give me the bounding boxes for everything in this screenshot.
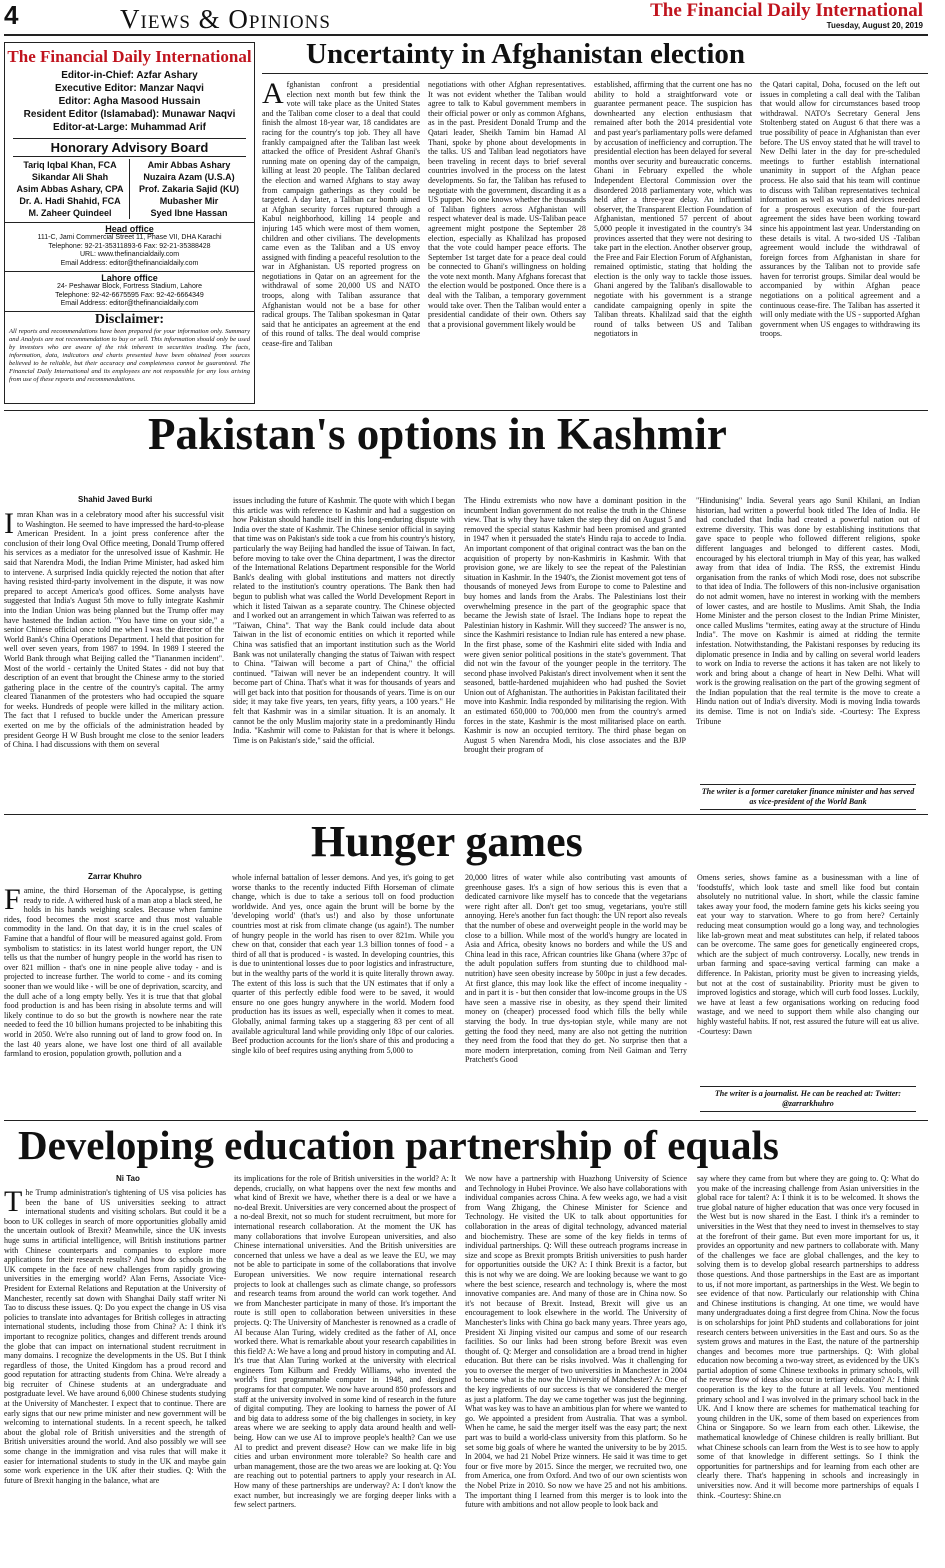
article1-col2 [428,80,586,405]
article-text: We now have a partnership with Huazhong University of Science and Technology in Hubei Province. We also have collaborations with individual companies across China. A few weeks ago, we had a visit from Wang Zhigang, the Chinese Minister for Science and Technology. He visited the UK to talk about opportunities for collaboration in the areas of digital technology, advanced material and biochemistry. These are some of the key fields in terms of individual partnerships. Q: Will these outreach programs increase in size and scope as Brexit prompts British universities to push harder for opportunities outside the UK? A: I think Brexit is a factor, but this is not why we are doing. We are looking because we want to go where the best science, research and technology is, where the most innovative companies are. And many of those are in China now. So it's not because of Brexit. Instead, Brexit will give us an encouragement to look elsewhere in the world. The University of Manchester's links with China go back many years. Three years ago, President Xi Jinping visited our campus and some of our research facilities. So our links had been strong before Brexit was even thought of. Q: Merger and consolidation are a broad trend in higher education. But there can be risks involved. Was it challenging for you to oversee the merger of two universities in Manchester in 2004 to become what is the now the University of Manchester? A: One of the key ingredients of our success is that we considered the merger as just a platform. The day we came together was just the beginning. What was key was to have an ambitious plan for where we wanted to go. We appointed a president from Australia. That was a symbol. When he came, he said the merger itself was the easy part; the next part was to build a world-class university from this platform. So he set some big goals of where he wanted the university to be by 2015. In 2004, we had 21 Nobel Prize winners. He said it was time to get four or five more by 2015. Since the merger, we recruited two, one from America, one from Oxford. And two of our own scientists won the Nobel Prize in 2010. So now we have 25 and not his ambitions. The important thing I learned from this merger is to look into the future with ambitions and not allow people to look back and [465,1174,687,1510]
dropcap: A [262,80,284,110]
article1-rule [262,73,928,74]
advisory-board [11,159,248,219]
article4-col4 [697,1174,919,1564]
headline-kashmir: Pakistan's options in Kashmir [148,409,727,459]
article-text: "Hindunising" India. Several years ago Sunil Khilani, an Indian historian, had written a powerful book titled The Idea of India. He had concluded that India had created a powerful nation out of extreme diversity. This was done by establishing institutions that gave space to people who followed different religions, spoke different languages and belonged to different castes. Modi, encouraged by his electoral triumph in May of this year, has walked away from that idea of India. The RSS, the extremist Hindu organisation from the ranks of which Modi rose, does not subscribe to that idea of India. The followers of this non-inclusive organisation do not admit women, have no interest in working with the members of lower castes, and are hostile to Muslims. Amit Shah, the India Home Minister and the person closest to the Indian Prime Minister, once called Muslims "termites, eating away at the structure of Hindu India". The move on Kashmir is aimed at ridding the termite infestation. Notwithstanding, the Pakistani responses by reducing its diplomatic presence in India and by calling on several world leaders to work on India to reverse the actions it has taken are not likely to work and bring about a change of heart in New Delhi. What will work is the growing realisation on the part of the growing segment of the Indian population that the real termite is the move to create a Hindu nation out of India's diversity. Modi is moving India towards its demise. Time is not on India's side. -Courtesy: The Express Tribune [696,496,920,726]
section-title: Views & Opinions [120,4,331,34]
advisor-name: Amir Abbas Ashary [147,160,231,170]
advisor-name: Asim Abbas Ashary, CPA [16,184,124,194]
byline: Shahid Javed Burki [78,495,153,504]
address-line: 24- Peshawar Block, Fortress Stadium, Lahore [56,283,203,290]
advisor-name: Prof. Zakaria Sajid (KU) [138,184,240,194]
head-office-address [5,234,254,268]
advisor-name: Nuzaira Azam (U.S.A) [143,172,235,182]
dropcap: T [4,1188,23,1218]
article1-col1 [262,80,420,405]
dropcap: F [4,886,21,916]
byline: Zarrar Khuhro [88,872,142,881]
masthead-paper-name: The Financial Daily International [7,47,252,66]
article1-col3 [594,80,752,405]
editor-line: Resident Editor (Islamabad): Munawar Naqvi [23,109,236,120]
article3-col4 [697,873,919,1079]
article-text: its implications for the role of British universities in the world? A: It depends, crucially, on what happens over the next few months and what kind of Brexit we have, whether there is a deal or we have a no-deal Brexit. Universities are very concerned about the prospect of a no-deal Brexit, not so much for student recruitment, but more for international research collaboration. At the moment the UK has many collaborations that involve European universities, and also Chinese international universities. And the British universities are concerned that unless we have a deal as we leave the EU, we may not be able to participate in some of the collaborations that involve European universities. We now require international research projects to look at challenges such as climate change, so professors and research teams from around the world can work together. And we from Manchester participate in many of those. It's important the route is still open to collaboration between universities in these projects. Q: The University of Manchester is renowned as a cradle of AI because Alan Turing, widely credited as the father of AI, once worked there. What is remarkable about your research capabilities in this field? A: We have a long and proud history in computing and AI. It's true that Alan Turing worked at the university with electrical engineers Tom Kilburn and Freddy Williams, who invented the world's first programmable computer in 1948, and designed programs for that computer. We now have around 850 professors and staff at the university involved in some kind of research in the future of digital computing. They are looking to harness the power of AI and big data to address some of the big challenges in society, in key areas where we are seeking to apply data around health and well-being. How can we use AI to improve people's health? Can we use AI to predict and prevent disease? How can we make life in big cities and urban environment more tolerable? So health care and urban management, those are the two areas we are looking at. Q: You are reaching out to potential partners to apply your research in AI. How many of these partnerships are underway? A: I don't know the exact number, but increasingly we are forging deeper links with a few select partners. [234,1174,456,1510]
editor-line: Editor-at-Large: Muhammad Arif [53,122,206,133]
article4-col3 [465,1174,687,1564]
address-line: Telephone: 92-21-35311893-6 Fax: 92-21-35388428 [48,242,211,250]
masthead-box [4,42,255,404]
advisor-name: Dr. A. Hadi Shahid, FCA [19,196,121,206]
article-text: amine, the third Horseman of the Apocalypse, is getting ready to ride. A withered husk of a man atop a black steed, he holds in his hands weighing scales. Because when famine rides, food becomes the most scarce and thus most valuable commodity in the land. On that day, it is in the cruel scales of Famine that a handful of flour will be measured against gold. From symbolism to statistics: in its latest world hunger report, the UN tells us that the number of hungry people in the world has risen to over 821 million - that's one in nine people alive today - and is projected to increase further. The world to come - and its coming sooner than we would like - will be one of deprivation, scarcity, and the dull ache of a long empty belly. Yes it is true that that global food production is and has been rising in absolute terms and will likely continue to do so but the growth is nowhere near the rate needed to feed the 10 billion humans projected to be inhabiting this world in 2050. We're also running out of land to grow food on. In the last 40 years alone, we have lost one third of all available farmland to erosion, population growth, pollution and a [4,886,222,1059]
disclaimer-title: Disclaimer: [5,311,254,328]
header-rule [4,34,928,36]
section-divider [4,814,928,815]
article2-col1 [4,510,224,809]
lahore-office-address [5,283,254,309]
article-text: whole infernal battalion of lesser demons. And yes, it's going to get worse thanks to the recently inducted Fifth Horseman of climate change, which is due to take a serious toll on food production worldwide. And yes, once again the brunt will be borne by the 'developing world' (that's us!) and also by those unfortunate countries most at risk from climate change (us again!). The number of hungry people in the world has risen to over 821m. While you chew on that, consider that each year 1.3 billion tonnes of food - a third of all that is produced - is wasted. In developing countries, this is due to unintentional losses due to poor logistics and infrastructure, but in the wealthy parts of the world it is quite literally thrown away. The extent of this loss is such that the UN estimates that if only a quarter of this perfectly edible food were to be saved, it would ensure no one goes hungry anywhere in the world. Modern food production has its issues as well, especially when it comes to meat. Globally, animal farming takes up a staggering 83 per cent of all available agricultural land while providing only 18pc of our calories. Beef production accounts for the lion's share of this and producing a single kilo of beef requires using anything from 5,000 to [232,873,454,1055]
article3-col2 [232,873,454,1118]
article-text: the Qatari capital, Doha, focused on the left out issues in completing a call deal with the Taliban that would allow for circumstances based troop withdrawal. NATO's Secretary General Jens Stoltenberg stated on August 6 that there was a true possibility of peace in Afghanistan than ever before. The US envoy stated that he will travel to New Delhi later in the day for pre-scheduled meetings to further establish international unanimity in support of the Afghan peace process. He also said that his team will continue to discuss with Taliban representatives technical information as well as ways and devices needed for a prosperous execution of the four-part agreement the sides have been working toward since his appointment last year. Understanding on these details is vital. A two-sided US -Taliban agreement would include the withdrawal of foreign forces from Afghanistan in share for assurances by the Taliban not to provide safe haven for terrorist groups. Similar deal would be accompanied by within Afghan peace negotiations on a political agreement and a continuous cease-fire. The Taliban has asserted it will only mediate with the US - supported Afghan government when US engages to withdrawing its troops. [760,80,920,339]
article3-col1 [4,886,222,1118]
header-paper-name: The Financial Daily International [650,0,923,21]
article1-col4 [760,80,920,405]
editor-line: Editor: Agha Masood Hussain [58,96,201,107]
article-text: The Hindu extremists who now have a dominant position in the incumbent Indian government do not realise the truth in the Chinese view. That is why they have taken the step they did on August 5 and removed the special status Kashmir had been promised and granted in 1947 when it persuaded the state's Hindu raja to accede to India. An important component of that original contract was the ban on the acquisition of property by non-Kashmiris in Kashmir. With that provision gone, we are likely to see the repeat of the Palestinian situation in Kashmir. In the 1940's, the Zionist movement got tens of thousands of moneyed Jews from Europe to come to Palestine and buy homes and lands from the Arabs. The Palestinians lost their overwhelming presence in the part of the geographic space that became the Jewish state of Israel. The Indians hope to repeat the Palestinian history in Kashmir. Will they succeed? The answer is no, since the Kashmiri resistance to Indian rule has entered a new phase. In the first phase, some of the Kashmiri elite sided with India and were given senior political positions in the state's government. That did not win the favour of the younger people in the territory. The second phase involved Pakistan's direct involvement when it sent the seasoned, battle-hardened mujahideen who had pushed the Soviet Union out of Afghanistan. The authorities in Pakistan facilitated their move into Kashmir. India responded by militarising the region. With an estimated 650,000 to 700,000 men from the country's armed forces in the state, Kashmir is the most militarised place on earth. Kashmir is now an occupied territory. The third phase began on August 5 when Narendra Modi, his close associates and the BJP brought their program of [464,496,686,755]
author-bio: The writer is a former caretaker finance minister and has served as vice-president of the World Bank [700,784,916,810]
article-text: mran Khan was in a celebratory mood after his successful visit to Washington. He seemed to have impressed the hard-to-please American President. In a joint press conference after the conclusion of their long Oval Office meeting, Donald Trump offered his services as a mediator for the unresolved issue of Kashmir. He said that Narendra Modi, the Indian Prime Minister, had asked him to intervene. A surprised India quickly rejected the notion that after having resisted third-party involvement in the dispute, it was now prepared to accept America's good offices. Some analysts have suggested that India's August 5th move to fully integrate Kashmir into the Indian Union was being planned but the Trump offer may have hastened the Indian action. "You have time on your side," a senior Chinese official once told me when I was the director of the World Bank's China Operations Department. I held that position for well over seven years, from 1987 to 1994. In 1989 I steered the World Bank through what Beijing called the "Tiananmen incident". Most of the world - certainly the United States - did not buy that description of an event that brought the Chinese army to the storied gathering place in the centre of the country's capital. The army cleared Tiananmen of the protesters who had occupied the square for weeks. Hundreds of people were killed in the military action. The fact that I refused to buckle under the American pressure exerted on me by the officials of the administration headed by president George H W Bush brought me close to the senior leaders of China. I had discussions with them on several [4,510,224,750]
advisor-name: Sikandar Ali Shah [31,172,109,182]
article2-col4 [696,496,920,766]
article-text: say where they came from but where they are going to. Q: What do you make of the increasing challenge from Asian universities in the global race for talent? A: I think it is to be welcomed. It shows the true global nature of higher education that was once very focused in the West but is now shared in the East. I think it's a reminder to universities in the West that they need to invest in themselves to stay at the forefront of their game. But even more important for us, it provides an opportunity and new partners to collaborate with. Many of the challenges we face are global challenges, and the key to solving them is to develop global research partnerships to address those questions. And those partnerships in the East are as important to us, if not more important, as partnerships in the West. We begin to see evidence of that now. Particularly our relationship with China and Chinese institutions is changing. At one time, we would have many undergraduates doing a first degree from China. Now the focus is on scholarships for joint PhD students and collaborations for joint research centers between universities in the East and ours. So as the system grows and matures in the East, the nature of the partnership changes and becomes more true partnerships. Q: With global education now becoming a two-way street, as evidenced by the UK's partial adoption of some Chinese textbooks in primary schools, will the reverse flow of ideas also occur in tertiary education? A: I think cooperation is the key to the future at all levels. You mentioned primary school and I was involved in the primary school back in the UK. And I know there are schemes for mathematical teaching for young children in the UK, some of them based on experiences from China or Singapore. So we learn from each other. Likewise, the mathematical knowledge of Chinese children is really brilliant. But what Chinese schools can learn from the West is to see how to apply some of that knowledge in different settings. So I think the opportunities for partnerships and for learning from each other are clearly there. That's happening in schools and increasingly in universities now. And it will become more partnerships of equals I think. -Courtesy: Shine.cn [697,1174,919,1500]
masthead-editors [5,69,254,134]
headline-education-partnership: Developing education partnership of equals [18,1122,779,1168]
advisory-title: Honorary Advisory Board [13,138,246,157]
article-text: issues including the future of Kashmir. The quote with which I began this article was with reference to Kashmir and had a suggestion on how Pakistan should handle itself in this long-enduring dispute with India over the state of Kashmir. The Chinese senior official in saying that time was on Pakistan's side took a cue from his country's history, particularly the way Beijing had handled the issue of Taiwan. In fact, before moving to take over the China department, I was the director of the International Relations Department responsible for the World Bank's dealing with global institutions and matters not directly related to the institution's country operations. The Bank then had begun to publish what was called the World Development Report in which it listed Taiwan as a separate country. The Chinese objected and I worked out an arrangement in which Taiwan was referred to as "Taiwan, China". That way the Bank could include data about Taiwan in the list of economic entities on which it reported while China was satisfied that an important institution such as the World Bank was not unilaterally changing the status of Taiwan with respect to China. "Taiwan will become a part of China," the official continued. "Taiwan will never be an independent country. It will become part of China. That's what it was for thousands of years and will get back into that position for thousands of years. Time is on our side; it may take five years, ten years, fifty years, a 100 years." He felt that Kashmir was in a similar situation. It is an anomaly. It cannot be the only Muslim majority state in a predominantly Hindu India. "Kashmir will come to Pakistan for that is where it belongs. Time is on Pakistan's side," said the official. [233,496,455,745]
advisor-name: Tariq Iqbal Khan, FCA [23,160,117,170]
page-number: 4 [4,0,19,30]
article3-col3 [465,873,687,1118]
article-text: established, affirming that the current one has no ability to hold a straightforward vote or guarantee permanent peace. The suspicion has downhearted any election enthusiasm that remained after both the 2014 presidential vote and past year's parliamentary polls were defamed by accusation of inefficiency and corruption. The presidential election has been delayed for several months over security and bureaucratic concerns. Ghani in February expelled the whole Independent Electoral Commission over the disordered 2018 parliamentary vote, which was held after a three-year delay. An influential observer, the Transparent Election Foundation of Afghanistan, mentioned 57 percent of about 5,000 people it investigated in the country's 34 provinces asserted that they were not desiring to take part in the election. Another observer group, the Free and Fair Election Forum of Afghanistan, remained optimistic, stating that holding the election is the only way to tackle those issues. Ghani angered by the Taliban's disallowable to negotiate with his government is a strange candidate campaigning openly in spite the Taliban threats. Khalilzad said that the eighth round of talks between US and Taliban negotiators in [594,80,752,339]
article2-col3 [464,496,686,809]
lahore-office-title: Lahore office [5,271,254,283]
advisor-name: M. Zaheer Quindeel [28,208,112,218]
address-line: Telephone: 92-42-6675595 Fax: 92-42-6664349 [55,291,204,299]
article4-col2 [234,1174,456,1564]
author-bio: The writer is a journalist. He can be reached at: Twitter: @zarrarkhuhro [700,1086,916,1112]
advisor-name: Syed Ibne Hassan [150,208,228,218]
address-line: Email Address: editor@thefinancialdaily.com [60,300,199,307]
article-text: negotiations with other Afghan representatives. It was not evident whether the Taliban would agree to talk to Kabul government members in their official power or only as common Afghans, as in the past. President Donald Trump and the Qatari leader, Sheikh Tamim bin Hamad Al Thani, spoke by phone about developments in the talks. US and Taliban lead negotiators have been traveling in recent days to brief several countries involved in the process on the latest developments. So far, the Taliban has refused to negotiate with the government, discarding it as a US puppet. No one knows whether the thousands of Taliban fighters across Afghanistan will respect whatever deal is made. US-Taliban peace agreement might postpone the September 28 election, especially as Khalilzad has proposed that the vote could hamper peace efforts. The September 1st target date for a peace deal could be connected to Ghani's willingness on holding the vote next month. Many Afghans forecast that the election would be postponed. Once there is a deal with the Taliban, a temporary government would take over. Then the Taliban would enter a presidential candidate of their own. Others say that a provisional government likely would be [428,80,586,329]
headline-afghanistan: Uncertainty in Afghanistan election [306,38,746,70]
head-office-title: Head office [5,222,254,234]
editor-line: Executive Editor: Manzar Naqvi [55,83,204,94]
byline: Ni Tao [116,1174,140,1183]
header-date: Tuesday, August 20, 2019 [826,21,923,30]
editor-line: Editor-in-Chief: Azfar Ashary [61,70,198,81]
address-line: 111-C, Jami Commercial Street 11, Phase VII, DHA Karachi [37,234,222,241]
dropcap: I [4,510,14,540]
disclaimer-text: All reports and recommendations have been prepared for your information only. Summary and Analysis are not recommendation to buy or sell. This information should only be used by investors who are aware of the risk inherent in securities trading. The facts, information, data, indicators and charts presented have been obtained from sources believed to be reliable, but their accuracy and completeness cannot be guaranteed. The Financial Daily International and its employees are not responsible for any loss arising from use of these reports and recommendations. [9,327,250,383]
article-text: 20,000 litres of water while also contributing vast amounts of greenhouse gases. It's a sign of how serious this is even that a dedicated carnivore like myself has to concede that the vegetarians were right after all. Don't get too smug, vegetarians, you're still annoying. Here's another fun fact though: the UN report also reveals that the number of obese and overweight people in the world may be close to a billion. While most of the world's hungry are located in Asia and Africa, obesity knows no borders and while the US and China lead in this race, African countries like Ghana (where 37pc of the adult population suffers from stunting due to childhood mal-nutrition) have seen obesity increase by 500pc in just a few decades. At first glance, this may look like the effect of income inequality - and in part it is - but then consider that low-income groups in the US have seen a massive rise in obesity, as they spend their limited money on (cheaper) processed food which fills the belly while starving the body. In true dys-topian style, while many are not getting the food they need, many are also not getting the nutrition they need from the food that they do get. No surprise then that a more modern interpretation, coming from Neil Gaiman and Terry Pratchett's Good [465,873,687,1065]
article-text: fghanistan confront a presidential election next month but few think the vote will take place as the United States and the Taliban come closer to a deal that could finish the almost 18-year war, 18 candidates are racing for the country's top job. They all have frankly campaigned after the Taliban last week attacked the office of President Ashraf Ghani's running mate on opening day of the campaign, killing at least 20 people. The Taliban declared the election and warned Afghans to stay away from campaign gatherings as they could be targeted. A day later, a Taliban car bomb aimed at Afghan security forces ruptured through a Kabul neighborhood, killing 14 people and injuring 145 which were most of them women, children and other civilians. The developments came even as the Taliban and a US envoy assigned with finding a peaceful resolution to the war in Afghanistan. US reported progress on negotiations in Qatar on an agreement for the withdrawal of some 20,000 US and NATO troops, along with Taliban assurance that Afghanistan would not be a base for other radical groups. The Taliban spokesman in Qatar said that he anticipates an agreement at the end of this round of talks. The deal would comprise cease-fire and Taliban [262,80,420,349]
advisor-name: Mubasher Mir [159,196,219,206]
headline-hunger-games: Hunger games [311,817,583,866]
article2-col2 [233,496,455,809]
address-line: Email Address: editor@thefinancialdaily.com [60,259,199,267]
article-text: Omens series, shows famine as a businessman with a line of 'foodstuffs', which look taste and smell like food but contain absolutely no nutritional value. In short, while the classic famine takes away your food, the modern famine gets his kicks seeing you eat your way to starvation. Where to go from here? Certainly reducing meat consumption would go a long way, and technologies like lab-grown meat and meat substitutes can help, if related taboos can be overcome. The same goes for genetically engineered crops, which are the subject of much controversy. Locally, new trends in urban farming and space-saving vertical farming can make a difference. In Pakistan, priority must be given to increasing yields, but not at the cost of sustainability. Priority must be given to improved logistics and storage, which will curb food losses. Luckily, we have at least a few organisations working on reducing food wastage, and we need to support them while also changing our highly wasteful habits. If not, rest assured the future will eat us alive. -Courtesy: Dawn [697,873,919,1036]
address-line: URL: www.thefinancialdaily.com [79,251,180,258]
article-text: he Trump administration's tightening of US visa policies has been the bane of US universities seeking to attract international students and visiting scholars. But could it be a boon to UK colleges in search of more opportunities globally amid the uncertain outlook of Brexit? Meanwhile, since the UK invests huge sums in artificial intelligence, will British institutions partner with Chinese counterparts and companies to explore more applications for their research results? And how do schools in the UK compete in the face of new challenges from rapidly growing universities in the emerging world? Alan Ferns, Associate Vice-President for External Relations and Reputation at the University of Manchester, recently sat down with Shanghai Daily staff writer Ni Tao to discuss these issues. Q: Do you expect the change in US visa policies to translate into advantages for British colleges in attracting international students, including those from China? A: I think it's important to recognize politics, changes and different trends around the globe that can impact on international student recruitment in many domains. I recognize the developments in the US. But I think regardless of those, the United Kingdom has a proud record and good reputation for attracting students from China. We're already a big recruiter of Chinese students at an undergraduate and postgraduate level. We have around 6,000 Chinese students studying at the University of Manchester. I expect that to continue. There are early signs that our new prime minister and new government will be welcoming to international students. In a recent speech, he talked about the global role of British universities and the strength of British universities around the world. And also possibly we will see some change in the immigration and visa rules that will make it easier for international students to study in the UK and maybe gain some work experience in the UK after their studies. Q: With the future of Brexit hanging in the balance, what are [4,1188,226,1485]
article4-col1 [4,1188,226,1564]
